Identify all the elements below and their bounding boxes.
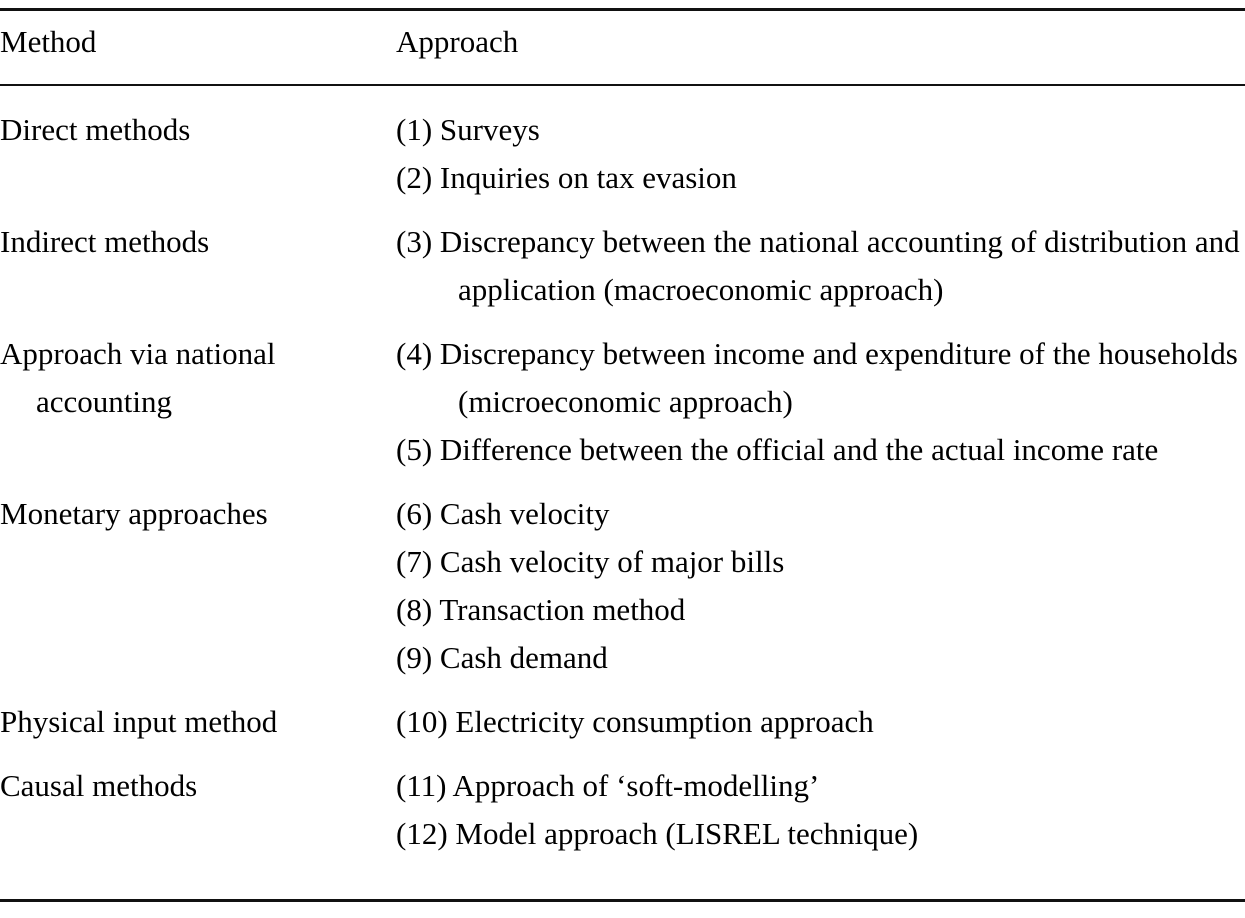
approach-item: (7) Cash velocity of major bills [396, 544, 785, 579]
approach-item: (5) Difference between the official and the actual income rate [396, 432, 1159, 467]
row-approach [396, 84, 1245, 202]
row-method: Monetary approaches [0, 496, 268, 531]
approach-item: (6) Cash velocity [396, 496, 610, 531]
approach-item: (10) Electricity consumption approach [396, 704, 874, 739]
methods-table [0, 22, 1245, 858]
table-body [0, 84, 1245, 858]
row-method: Direct methods [0, 112, 191, 147]
table-header-row [0, 22, 1245, 84]
row-approach [396, 474, 1245, 682]
table-row [0, 682, 1245, 746]
approach-item: (12) Model approach (LISREL technique) [396, 816, 919, 851]
row-approach [396, 682, 1245, 746]
approach-item: (11) Approach of ‘soft-modelling’ [396, 768, 820, 803]
approach-item: (4) Discrepancy between income and expenditure of the households (microeconomic approach) [396, 336, 1238, 419]
column-header-approach: Approach [396, 24, 519, 59]
column-header-method: Method [0, 24, 97, 59]
row-method: Indirect methods [0, 224, 210, 259]
row-method-label: Approach via national accounting [0, 336, 276, 419]
approach-item: (9) Cash demand [396, 640, 608, 675]
row-method [0, 314, 396, 474]
row-approach [396, 746, 1245, 858]
row-method: Physical input method [0, 704, 278, 739]
table-top-rule [0, 8, 1245, 11]
table-row [0, 314, 1245, 474]
row-approach [396, 202, 1245, 314]
table-head [0, 22, 1245, 84]
table-bottom-rule [0, 899, 1245, 902]
approach-item: (2) Inquiries on tax evasion [396, 160, 737, 195]
table-row [0, 202, 1245, 314]
approach-item: (8) Transaction method [396, 592, 686, 627]
table-row [0, 84, 1245, 202]
approach-item: (1) Surveys [396, 112, 540, 147]
row-method: Causal methods [0, 768, 198, 803]
approach-item: (3) Discrepancy between the national accounting of distribution and application (macroeconomic approach) [396, 224, 1240, 307]
table-row [0, 746, 1245, 858]
row-approach [396, 314, 1245, 474]
table-row [0, 474, 1245, 682]
